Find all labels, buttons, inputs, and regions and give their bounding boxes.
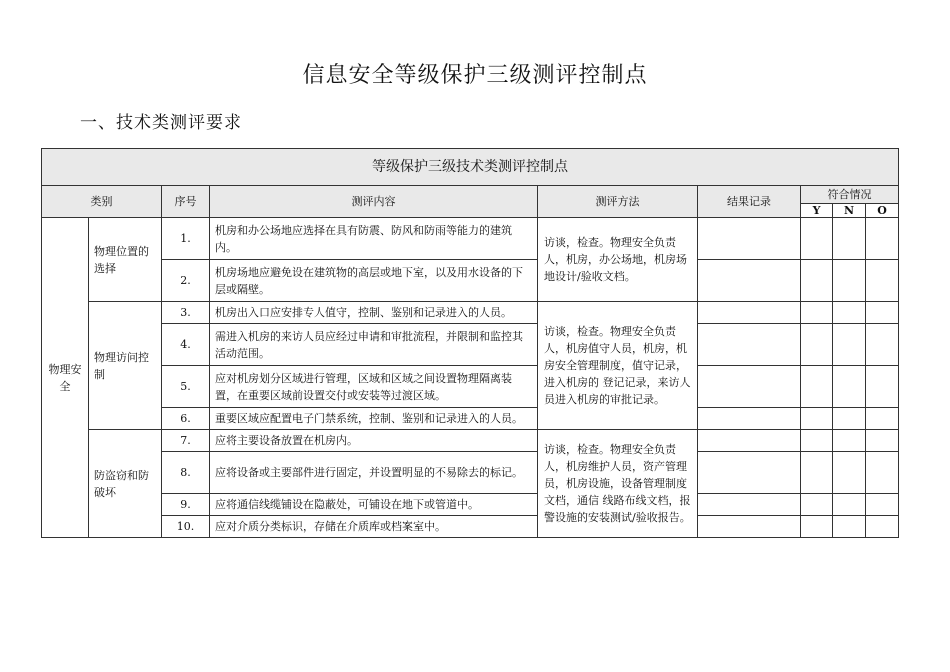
y-cell[interactable] bbox=[801, 324, 833, 366]
y-cell[interactable] bbox=[801, 218, 833, 260]
table-row bbox=[42, 494, 899, 516]
result-cell[interactable] bbox=[698, 430, 801, 452]
section-heading: 一、技术类测评要求 bbox=[80, 113, 242, 133]
result-cell[interactable] bbox=[698, 324, 801, 366]
o-cell[interactable] bbox=[866, 516, 899, 538]
y-cell[interactable] bbox=[801, 494, 833, 516]
result-cell[interactable] bbox=[698, 366, 801, 408]
table-row bbox=[42, 324, 899, 366]
main-category-cell: 物理安全 bbox=[42, 218, 89, 538]
row-content: 应对介质分类标识，存储在介质库或档案室中。 bbox=[210, 516, 538, 538]
table-row bbox=[42, 452, 899, 494]
n-cell[interactable] bbox=[833, 494, 866, 516]
table-row bbox=[42, 302, 899, 324]
y-cell[interactable] bbox=[801, 452, 833, 494]
table-row bbox=[42, 260, 899, 302]
o-cell[interactable] bbox=[866, 302, 899, 324]
control-points-table bbox=[41, 148, 899, 538]
n-cell[interactable] bbox=[833, 430, 866, 452]
header-content: 测评内容 bbox=[210, 186, 538, 218]
result-cell[interactable] bbox=[698, 494, 801, 516]
o-cell[interactable] bbox=[866, 260, 899, 302]
group-name: 防盗窃和防破坏 bbox=[89, 430, 162, 538]
header-y: Y bbox=[801, 204, 833, 218]
row-content: 机房和办公场地应选择在具有防震、防风和防雨等能力的建筑内。 bbox=[210, 218, 538, 260]
row-seq: 2. bbox=[162, 260, 210, 302]
row-content: 需进入机房的来访人员应经过申请和审批流程，并限制和监控其活动范围。 bbox=[210, 324, 538, 366]
table-row bbox=[42, 408, 899, 430]
group-method: 访谈，检查。物理安全负责人，机房，办公场地，机房场地设计/验收文档。 bbox=[538, 218, 698, 302]
group-name: 物理位置的选择 bbox=[89, 218, 162, 302]
row-content: 应将主要设备放置在机房内。 bbox=[210, 430, 538, 452]
header-category: 类别 bbox=[42, 186, 162, 218]
row-seq: 8. bbox=[162, 452, 210, 494]
row-content: 机房场地应避免设在建筑物的高层或地下室，以及用水设备的下层或隔壁。 bbox=[210, 260, 538, 302]
group-name: 物理访问控制 bbox=[89, 302, 162, 430]
n-cell[interactable] bbox=[833, 366, 866, 408]
group-method: 访谈，检查。物理安全负责人，机房维护人员，资产管理员，机房设施，设备管理制度文档，通信 线路布线文档，报警设施的安装测试/验收报告。 bbox=[538, 430, 698, 538]
table-row bbox=[42, 366, 899, 408]
row-seq: 10. bbox=[162, 516, 210, 538]
table-row bbox=[42, 430, 899, 452]
header-n: N bbox=[833, 204, 866, 218]
n-cell[interactable] bbox=[833, 516, 866, 538]
row-content: 应对机房划分区域进行管理，区域和区域之间设置物理隔离装置，在重要区域前设置交付或安装等过渡区域。 bbox=[210, 366, 538, 408]
row-content: 机房出入口应安排专人值守，控制、鉴别和记录进入的人员。 bbox=[210, 302, 538, 324]
table-row bbox=[42, 516, 899, 538]
table-row bbox=[42, 218, 899, 260]
result-cell[interactable] bbox=[698, 260, 801, 302]
o-cell[interactable] bbox=[866, 366, 899, 408]
row-seq: 4. bbox=[162, 324, 210, 366]
header-method: 测评方法 bbox=[538, 186, 698, 218]
y-cell[interactable] bbox=[801, 430, 833, 452]
page-title: 信息安全等级保护三级测评控制点 bbox=[302, 63, 648, 88]
o-cell[interactable] bbox=[866, 452, 899, 494]
result-cell[interactable] bbox=[698, 516, 801, 538]
result-cell[interactable] bbox=[698, 452, 801, 494]
header-seq: 序号 bbox=[162, 186, 210, 218]
y-cell[interactable] bbox=[801, 302, 833, 324]
y-cell[interactable] bbox=[801, 516, 833, 538]
n-cell[interactable] bbox=[833, 452, 866, 494]
table-header-row bbox=[42, 186, 899, 204]
table-banner-row bbox=[42, 149, 899, 186]
header-o: O bbox=[866, 204, 899, 218]
y-cell[interactable] bbox=[801, 408, 833, 430]
o-cell[interactable] bbox=[866, 494, 899, 516]
row-seq: 1. bbox=[162, 218, 210, 260]
header-result: 结果记录 bbox=[698, 186, 801, 218]
o-cell[interactable] bbox=[866, 408, 899, 430]
row-seq: 3. bbox=[162, 302, 210, 324]
header-compliance: 符合情况 bbox=[801, 186, 899, 204]
y-cell[interactable] bbox=[801, 366, 833, 408]
n-cell[interactable] bbox=[833, 324, 866, 366]
row-seq: 9. bbox=[162, 494, 210, 516]
result-cell[interactable] bbox=[698, 302, 801, 324]
row-content: 应将通信线缆铺设在隐蔽处，可铺设在地下或管道中。 bbox=[210, 494, 538, 516]
row-seq: 7. bbox=[162, 430, 210, 452]
row-seq: 5. bbox=[162, 366, 210, 408]
n-cell[interactable] bbox=[833, 218, 866, 260]
n-cell[interactable] bbox=[833, 302, 866, 324]
group-method: 访谈，检查。物理安全负责人，机房值守人员，机房，机房安全管理制度，值守记录，进入机房的 登记记录，来访人员进入机房的审批记录。 bbox=[538, 302, 698, 430]
result-cell[interactable] bbox=[698, 218, 801, 260]
n-cell[interactable] bbox=[833, 408, 866, 430]
o-cell[interactable] bbox=[866, 218, 899, 260]
n-cell[interactable] bbox=[833, 260, 866, 302]
y-cell[interactable] bbox=[801, 260, 833, 302]
o-cell[interactable] bbox=[866, 430, 899, 452]
row-content: 应将设备或主要部件进行固定，并设置明显的不易除去的标记。 bbox=[210, 452, 538, 494]
row-seq: 6. bbox=[162, 408, 210, 430]
result-cell[interactable] bbox=[698, 408, 801, 430]
o-cell[interactable] bbox=[866, 324, 899, 366]
row-content: 重要区域应配置电子门禁系统，控制、鉴别和记录进入的人员。 bbox=[210, 408, 538, 430]
table-banner: 等级保护三级技术类测评控制点 bbox=[42, 149, 899, 186]
